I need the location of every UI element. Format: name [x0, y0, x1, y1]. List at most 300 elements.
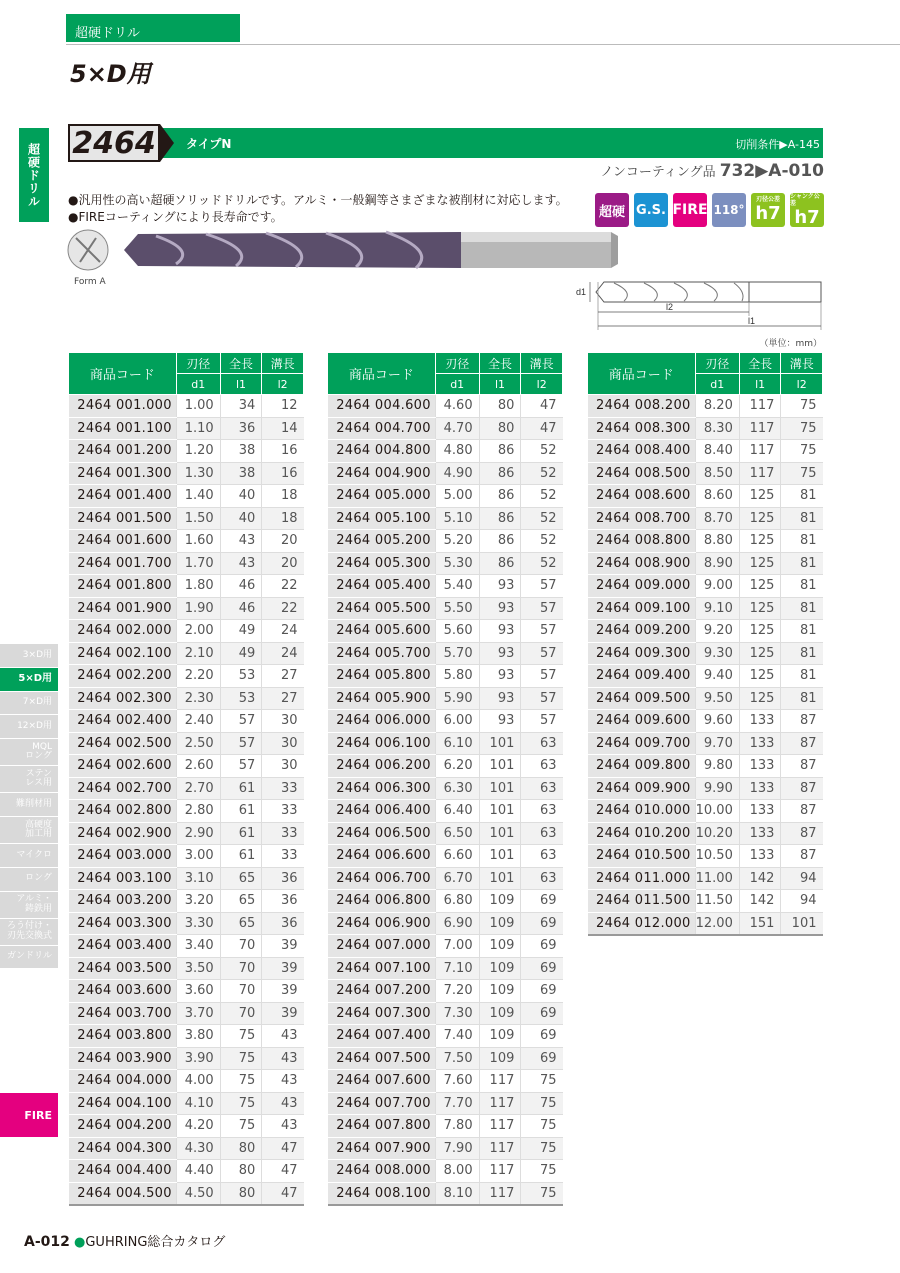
- spec-table-2: [327, 352, 563, 1206]
- flute-length-cell: 57: [521, 642, 563, 665]
- flute-length-cell: 87: [781, 800, 823, 823]
- table-row: [328, 1070, 563, 1093]
- diameter-cell: 8.70: [695, 507, 739, 530]
- col-header-flute: 溝長: [262, 353, 304, 374]
- col-header-l1: l1: [479, 374, 521, 395]
- product-code-cell: 2464 009.200: [588, 620, 696, 643]
- total-length-cell: 125: [739, 485, 781, 508]
- total-length-cell: 86: [479, 440, 521, 463]
- flute-length-cell: 18: [262, 485, 304, 508]
- table-row: [69, 777, 304, 800]
- total-length-cell: 43: [220, 530, 262, 553]
- diameter-cell: 3.00: [176, 845, 220, 868]
- total-length-cell: 117: [479, 1182, 521, 1205]
- diameter-cell: 7.20: [435, 980, 479, 1003]
- unit-label: （単位：mm）: [759, 339, 822, 349]
- diameter-cell: 2.90: [176, 822, 220, 845]
- product-code-cell: 2464 004.400: [69, 1160, 177, 1183]
- sidebar-nav-item[interactable]: 3×D用: [0, 644, 58, 667]
- diameter-cell: 9.40: [695, 665, 739, 688]
- total-length-cell: 61: [220, 800, 262, 823]
- table-row: [69, 1070, 304, 1093]
- flute-length-cell: 81: [781, 687, 823, 710]
- product-code-cell: 2464 003.600: [69, 980, 177, 1003]
- total-length-cell: 117: [739, 462, 781, 485]
- table-row: [69, 1092, 304, 1115]
- flute-length-cell: 75: [521, 1115, 563, 1138]
- table-row: [69, 755, 304, 778]
- diameter-cell: 6.00: [435, 710, 479, 733]
- total-length-cell: 93: [479, 642, 521, 665]
- product-code-cell: 2464 007.400: [328, 1025, 436, 1048]
- total-length-cell: 125: [739, 620, 781, 643]
- flute-length-cell: 36: [262, 867, 304, 890]
- diameter-cell: 8.80: [695, 530, 739, 553]
- flute-length-cell: 69: [521, 890, 563, 913]
- cutting-condition-link[interactable]: 切削条件▶A-145: [735, 138, 820, 151]
- flute-length-cell: 87: [781, 732, 823, 755]
- diameter-cell: 7.50: [435, 1047, 479, 1070]
- col-header-l2: l2: [262, 374, 304, 395]
- col-header-diameter: 刃径: [176, 353, 220, 374]
- diagram-d1-label: d1: [576, 287, 587, 297]
- diameter-cell: 2.10: [176, 642, 220, 665]
- flute-length-cell: 75: [521, 1160, 563, 1183]
- total-length-cell: 101: [479, 845, 521, 868]
- diameter-cell: 9.00: [695, 575, 739, 598]
- product-code-cell: 2464 004.900: [328, 462, 436, 485]
- flute-length-cell: 94: [781, 890, 823, 913]
- product-code-cell: 2464 006.800: [328, 890, 436, 913]
- product-code-cell: 2464 007.000: [328, 935, 436, 958]
- product-code-cell: 2464 003.500: [69, 957, 177, 980]
- flute-length-cell: 75: [781, 395, 823, 418]
- col-header-diameter: 刃径: [695, 353, 739, 374]
- footer: [24, 1231, 225, 1250]
- noncoat-ref: 732▶A-010: [719, 161, 824, 181]
- total-length-cell: 93: [479, 597, 521, 620]
- diameter-cell: 5.40: [435, 575, 479, 598]
- table-row: [588, 552, 823, 575]
- total-length-cell: 101: [479, 755, 521, 778]
- flute-length-cell: 57: [521, 710, 563, 733]
- total-length-cell: 65: [220, 890, 262, 913]
- flute-length-cell: 12: [262, 395, 304, 418]
- diameter-cell: 4.20: [176, 1115, 220, 1138]
- blade-tolerance-value: h7: [755, 203, 781, 224]
- flute-length-cell: 36: [262, 890, 304, 913]
- diameter-cell: 4.00: [176, 1070, 220, 1093]
- flute-length-cell: 33: [262, 777, 304, 800]
- total-length-cell: 40: [220, 507, 262, 530]
- flute-length-cell: 39: [262, 980, 304, 1003]
- col-header-l2: l2: [781, 374, 823, 395]
- flute-length-cell: 33: [262, 822, 304, 845]
- product-code-cell: 2464 005.900: [328, 687, 436, 710]
- table-row: [588, 755, 823, 778]
- flute-length-cell: 16: [262, 462, 304, 485]
- sidebar-nav-item[interactable]: アルミ・ 鋳鉄用: [0, 892, 58, 918]
- flute-length-cell: 81: [781, 642, 823, 665]
- flute-length-cell: 87: [781, 777, 823, 800]
- diameter-cell: 5.50: [435, 597, 479, 620]
- product-code-cell: 2464 007.100: [328, 957, 436, 980]
- table-row: [588, 575, 823, 598]
- diameter-cell: 1.20: [176, 440, 220, 463]
- table-row: [328, 1137, 563, 1160]
- flute-length-cell: 87: [781, 845, 823, 868]
- flute-length-cell: 52: [521, 530, 563, 553]
- table-row: [328, 620, 563, 643]
- flute-length-cell: 63: [521, 800, 563, 823]
- table-row: [328, 1160, 563, 1183]
- table-row: [588, 800, 823, 823]
- table-row: [328, 1115, 563, 1138]
- sidebar-nav-item[interactable]: 難削材用: [0, 793, 58, 816]
- flute-length-cell: 24: [262, 642, 304, 665]
- flute-length-cell: 81: [781, 530, 823, 553]
- diameter-cell: 7.10: [435, 957, 479, 980]
- sidebar-nav-item[interactable]: マイクロ: [0, 844, 58, 867]
- total-length-cell: 93: [479, 687, 521, 710]
- diameter-cell: 7.30: [435, 1002, 479, 1025]
- flute-length-cell: 33: [262, 800, 304, 823]
- diameter-cell: 3.20: [176, 890, 220, 913]
- diameter-cell: 4.60: [435, 395, 479, 418]
- total-length-cell: 70: [220, 957, 262, 980]
- diameter-cell: 6.10: [435, 732, 479, 755]
- flute-length-cell: 75: [521, 1070, 563, 1093]
- diameter-cell: 9.60: [695, 710, 739, 733]
- product-code-cell: 2464 001.200: [69, 440, 177, 463]
- diagram-l2-label: l2: [666, 302, 674, 312]
- table-row: [328, 732, 563, 755]
- sidebar-nav-item[interactable]: MQL ロング: [0, 739, 58, 765]
- diameter-cell: 7.40: [435, 1025, 479, 1048]
- catalog-name: GUHRING総合カタログ: [85, 1235, 226, 1250]
- diameter-cell: 3.80: [176, 1025, 220, 1048]
- product-code-cell: 2464 007.300: [328, 1002, 436, 1025]
- diameter-cell: 2.50: [176, 732, 220, 755]
- spec-badges: [595, 193, 824, 227]
- product-code-cell: 2464 007.700: [328, 1092, 436, 1115]
- product-code-cell: 2464 004.300: [69, 1137, 177, 1160]
- flute-length-cell: 33: [262, 845, 304, 868]
- diameter-cell: 6.60: [435, 845, 479, 868]
- total-length-cell: 109: [479, 1002, 521, 1025]
- sidebar-nav-item[interactable]: 5×D用: [0, 668, 58, 691]
- sidebar-fire-tab[interactable]: FIRE: [0, 1093, 58, 1137]
- product-code-cell: 2464 006.000: [328, 710, 436, 733]
- diameter-cell: 4.10: [176, 1092, 220, 1115]
- diameter-cell: 12.00: [695, 912, 739, 935]
- flute-length-cell: 36: [262, 912, 304, 935]
- flute-length-cell: 81: [781, 485, 823, 508]
- table-row: [328, 485, 563, 508]
- product-code-cell: 2464 001.700: [69, 552, 177, 575]
- product-code-cell: 2464 007.200: [328, 980, 436, 1003]
- product-code-cell: 2464 003.800: [69, 1025, 177, 1048]
- diameter-cell: 3.50: [176, 957, 220, 980]
- table-row: [328, 1047, 563, 1070]
- bullet-icon: ●: [74, 1235, 86, 1250]
- table-row: [328, 777, 563, 800]
- table-row: [69, 1025, 304, 1048]
- product-code-cell: 2464 004.100: [69, 1092, 177, 1115]
- table-row: [588, 417, 823, 440]
- flute-length-cell: 94: [781, 867, 823, 890]
- product-code-cell: 2464 008.300: [588, 417, 696, 440]
- noncoat-reference[interactable]: [600, 161, 824, 181]
- table-row: [328, 822, 563, 845]
- flute-length-cell: 69: [521, 912, 563, 935]
- flute-length-cell: 47: [262, 1160, 304, 1183]
- sidebar-nav-item[interactable]: 高硬度 加工用: [0, 817, 58, 843]
- sidebar-nav-item[interactable]: ろう付け・ 刃先交換式: [0, 919, 58, 945]
- diameter-cell: 1.70: [176, 552, 220, 575]
- table-row: [69, 845, 304, 868]
- diameter-cell: 1.00: [176, 395, 220, 418]
- table-row: [588, 845, 823, 868]
- diameter-cell: 6.50: [435, 822, 479, 845]
- table-row: [69, 800, 304, 823]
- total-length-cell: 117: [479, 1137, 521, 1160]
- flute-length-cell: 27: [262, 687, 304, 710]
- section-tab: 超硬ドリル: [66, 14, 240, 42]
- total-length-cell: 117: [739, 417, 781, 440]
- table-row: [69, 890, 304, 913]
- flute-length-cell: 14: [262, 417, 304, 440]
- diameter-cell: 2.70: [176, 777, 220, 800]
- page-number: A-012: [24, 1234, 70, 1250]
- flute-length-cell: 69: [521, 980, 563, 1003]
- flute-length-cell: 75: [781, 462, 823, 485]
- product-code-cell: 2464 004.600: [328, 395, 436, 418]
- product-code-cell: 2464 007.600: [328, 1070, 436, 1093]
- diameter-cell: 2.80: [176, 800, 220, 823]
- sidebar-nav-item[interactable]: 12×D用: [0, 715, 58, 738]
- product-code-cell: 2464 004.200: [69, 1115, 177, 1138]
- flute-length-cell: 47: [262, 1137, 304, 1160]
- diameter-cell: 5.70: [435, 642, 479, 665]
- table-row: [588, 710, 823, 733]
- flute-length-cell: 39: [262, 1002, 304, 1025]
- table-row: [328, 687, 563, 710]
- flute-length-cell: 81: [781, 597, 823, 620]
- total-length-cell: 46: [220, 597, 262, 620]
- diameter-cell: 3.60: [176, 980, 220, 1003]
- shank-tolerance-badge: [790, 193, 824, 227]
- product-code-cell: 2464 001.000: [69, 395, 177, 418]
- table-row: [588, 530, 823, 553]
- product-code-cell: 2464 011.500: [588, 890, 696, 913]
- total-length-cell: 86: [479, 507, 521, 530]
- product-code-cell: 2464 010.500: [588, 845, 696, 868]
- product-code-cell: 2464 002.600: [69, 755, 177, 778]
- total-length-cell: 117: [739, 395, 781, 418]
- product-code-cell: 2464 005.400: [328, 575, 436, 598]
- flute-length-cell: 57: [521, 597, 563, 620]
- table-row: [588, 912, 823, 935]
- diameter-cell: 3.30: [176, 912, 220, 935]
- product-code-cell: 2464 003.400: [69, 935, 177, 958]
- sidebar-nav-item[interactable]: ロング: [0, 868, 58, 891]
- flute-length-cell: 43: [262, 1115, 304, 1138]
- flute-length-cell: 24: [262, 620, 304, 643]
- diagram-l1-label: l1: [748, 316, 756, 326]
- table-row: [69, 957, 304, 980]
- flute-length-cell: 30: [262, 710, 304, 733]
- total-length-cell: 70: [220, 1002, 262, 1025]
- diameter-cell: 1.40: [176, 485, 220, 508]
- diameter-cell: 8.00: [435, 1160, 479, 1183]
- product-code-cell: 2464 008.400: [588, 440, 696, 463]
- diameter-cell: 6.90: [435, 912, 479, 935]
- product-code-cell: 2464 006.300: [328, 777, 436, 800]
- flute-length-cell: 39: [262, 935, 304, 958]
- carbide-badge: 超硬: [595, 193, 629, 227]
- product-code-cell: 2464 005.500: [328, 597, 436, 620]
- product-code-cell: 2464 009.500: [588, 687, 696, 710]
- diameter-cell: 6.70: [435, 867, 479, 890]
- product-code-cell: 2464 002.500: [69, 732, 177, 755]
- sidebar-nav-item[interactable]: ステン レス用: [0, 766, 58, 792]
- table-row: [69, 732, 304, 755]
- table-row: [328, 507, 563, 530]
- table-row: [588, 485, 823, 508]
- product-code-cell: 2464 009.100: [588, 597, 696, 620]
- product-code-cell: 2464 005.200: [328, 530, 436, 553]
- flute-length-cell: 20: [262, 552, 304, 575]
- shank-tolerance-label: シャンク公差: [790, 192, 820, 207]
- total-length-cell: 125: [739, 687, 781, 710]
- product-code-cell: 2464 003.000: [69, 845, 177, 868]
- product-code-cell: 2464 006.400: [328, 800, 436, 823]
- diameter-cell: 7.00: [435, 935, 479, 958]
- sidebar-main-label: 超硬ドリル: [19, 128, 49, 222]
- fire-badge: FIRE: [673, 193, 707, 227]
- flute-length-cell: 87: [781, 822, 823, 845]
- spec-table-1: [68, 352, 304, 1206]
- sidebar-nav-item[interactable]: 7×D用: [0, 692, 58, 715]
- flute-length-cell: 81: [781, 575, 823, 598]
- flute-length-cell: 43: [262, 1092, 304, 1115]
- product-code-cell: 2464 009.600: [588, 710, 696, 733]
- table-row: [69, 867, 304, 890]
- table-row: [328, 395, 563, 418]
- flute-length-cell: 47: [521, 417, 563, 440]
- flute-length-cell: 81: [781, 620, 823, 643]
- table-row: [69, 1047, 304, 1070]
- flute-length-cell: 43: [262, 1025, 304, 1048]
- diameter-cell: 5.10: [435, 507, 479, 530]
- diameter-cell: 5.60: [435, 620, 479, 643]
- col-header-diameter: 刃径: [435, 353, 479, 374]
- flute-length-cell: 57: [521, 687, 563, 710]
- table-row: [588, 597, 823, 620]
- product-code-cell: 2464 004.000: [69, 1070, 177, 1093]
- diameter-cell: 8.90: [695, 552, 739, 575]
- table-row: [328, 530, 563, 553]
- product-code-cell: 2464 006.200: [328, 755, 436, 778]
- diameter-cell: 3.90: [176, 1047, 220, 1070]
- diameter-cell: 3.40: [176, 935, 220, 958]
- product-code-cell: 2464 003.900: [69, 1047, 177, 1070]
- flute-length-cell: 63: [521, 755, 563, 778]
- product-code-cell: 2464 008.900: [588, 552, 696, 575]
- product-code-cell: 2464 002.700: [69, 777, 177, 800]
- flute-length-cell: 101: [781, 912, 823, 935]
- flute-length-cell: 22: [262, 597, 304, 620]
- product-code-cell: 2464 012.000: [588, 912, 696, 935]
- total-length-cell: 125: [739, 642, 781, 665]
- table-row: [328, 642, 563, 665]
- diameter-cell: 2.30: [176, 687, 220, 710]
- col-header-l1: l1: [220, 374, 262, 395]
- total-length-cell: 125: [739, 507, 781, 530]
- total-length-cell: 40: [220, 485, 262, 508]
- table-row: [69, 575, 304, 598]
- total-length-cell: 53: [220, 687, 262, 710]
- table-row: [69, 485, 304, 508]
- flute-length-cell: 75: [521, 1092, 563, 1115]
- sidebar-nav-item[interactable]: ガンドリル: [0, 946, 58, 969]
- flute-length-cell: 69: [521, 1047, 563, 1070]
- diameter-cell: 6.80: [435, 890, 479, 913]
- product-code-cell: 2464 003.300: [69, 912, 177, 935]
- page-title: 5×D用: [70, 60, 151, 88]
- table-row: [328, 1092, 563, 1115]
- table-row: [69, 980, 304, 1003]
- flute-length-cell: 43: [262, 1070, 304, 1093]
- total-length-cell: 109: [479, 980, 521, 1003]
- product-code-cell: 2464 011.000: [588, 867, 696, 890]
- product-code-cell: 2464 002.800: [69, 800, 177, 823]
- total-length-cell: 125: [739, 530, 781, 553]
- flute-length-cell: 69: [521, 957, 563, 980]
- product-code-cell: 2464 008.000: [328, 1160, 436, 1183]
- product-code-cell: 2464 001.900: [69, 597, 177, 620]
- flute-length-cell: 39: [262, 957, 304, 980]
- total-length-cell: 93: [479, 575, 521, 598]
- diameter-cell: 2.60: [176, 755, 220, 778]
- total-length-cell: 133: [739, 777, 781, 800]
- col-header-length: 全長: [479, 353, 521, 374]
- product-code-cell: 2464 002.100: [69, 642, 177, 665]
- product-code-cell: 2464 004.500: [69, 1182, 177, 1205]
- table-row: [328, 665, 563, 688]
- table-row: [328, 845, 563, 868]
- diameter-cell: 9.80: [695, 755, 739, 778]
- table-row: [69, 710, 304, 733]
- col-header-code: 商品コード: [328, 353, 436, 395]
- total-length-cell: 109: [479, 957, 521, 980]
- product-code-cell: 2464 002.000: [69, 620, 177, 643]
- product-code-cell: 2464 009.300: [588, 642, 696, 665]
- table-row: [69, 620, 304, 643]
- table-row: [588, 867, 823, 890]
- total-length-cell: 117: [479, 1160, 521, 1183]
- table-row: [69, 642, 304, 665]
- diameter-cell: 8.30: [695, 417, 739, 440]
- table-row: [69, 935, 304, 958]
- diameter-cell: 10.20: [695, 822, 739, 845]
- total-length-cell: 75: [220, 1047, 262, 1070]
- flute-length-cell: 75: [781, 417, 823, 440]
- diameter-cell: 4.50: [176, 1182, 220, 1205]
- diameter-cell: 6.40: [435, 800, 479, 823]
- product-code-cell: 2464 007.900: [328, 1137, 436, 1160]
